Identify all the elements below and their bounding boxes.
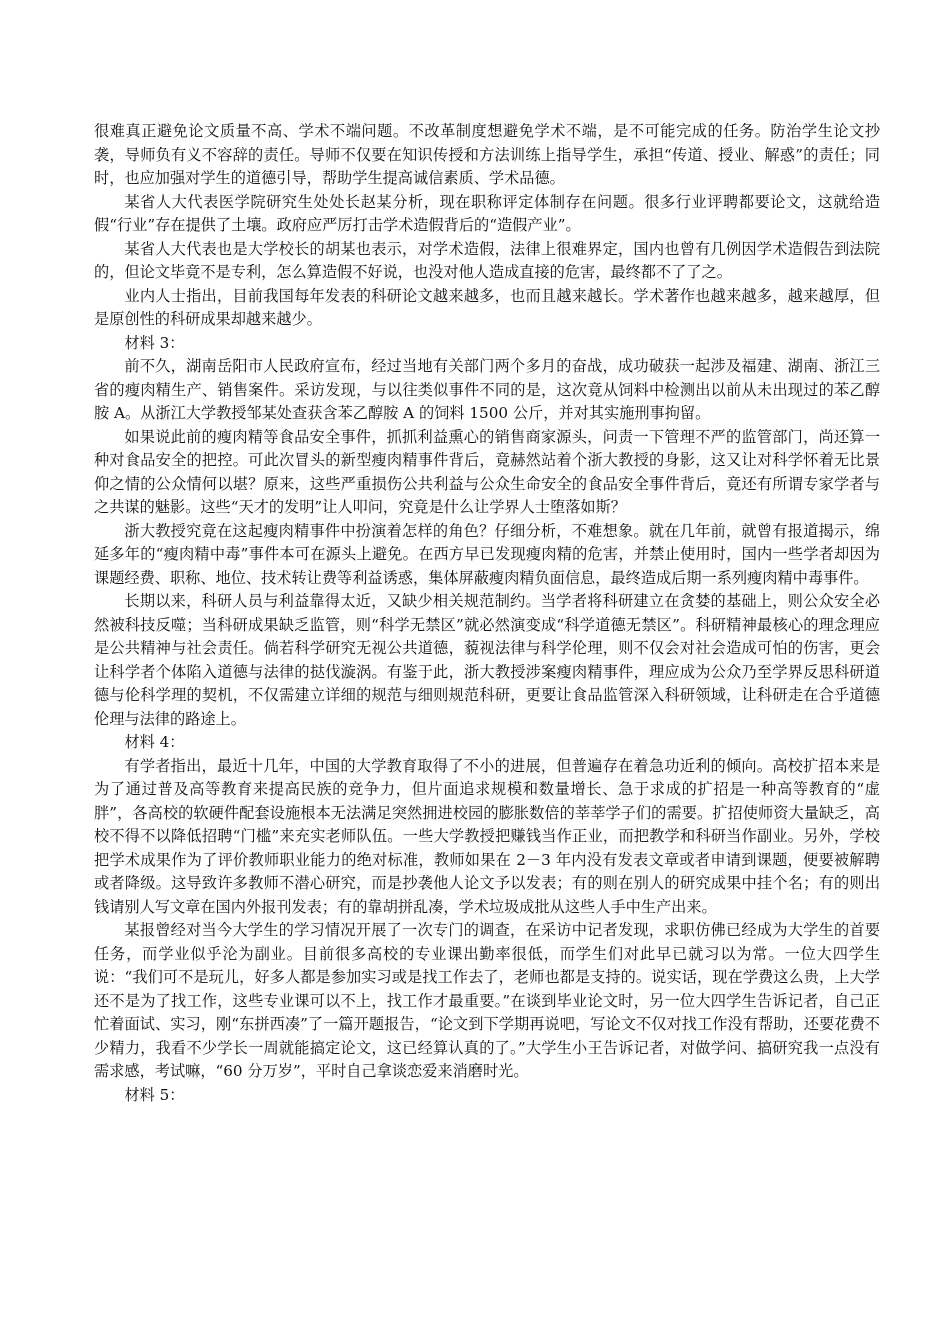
paragraph-1: 很难真正避免论文质量不高、学术不端问题。不改革制度想避免学术不端，是不可能完成的任务。防治学生论文抄袭，导师负有义不容辞的责任。导师不仅要在知识传授和方法训练上指导学生，承担“传道、授业、解惑”的责任；同时，也应加强对学生的道德引导，帮助学生提高诚信素质、学术品德。 <box>94 122 880 187</box>
paragraph-4: 业内人士指出，目前我国每年发表的科研论文越来越多，也而且越来越长。学术著作也越来越多，越来越厚，但是原创性的科研成果却越来越少。 <box>94 286 880 328</box>
paragraph-8: 长期以来，科研人员与利益靠得太近，又缺少相关规范制约。当学者将科研建立在贪婪的基础上，则公众安全必然被科技反噬；当科研成果缺乏监管，则“科学无禁区”就必然演变成“科学道德无禁区”。科研精神最核心的理念理应是公共精神与社会责任。倘若科学研究无视公共道德，藐视法律与科学伦理，则不仅会对社会造成可怕的伤害，更会让科学者个体陷入道德与法律的挞伐漩涡。有鉴于此，浙大教授涉案瘦肉精事件，理应成为公众乃至学界反思科研道德与伦科学理的契机，不仅需建立详细的规范与细则规范科研，更要让食品监管深入科研领域，让科研走在合乎道德伦理与法律的路途上。 <box>94 592 880 728</box>
paragraph-5: 前不久，湖南岳阳市人民政府宣布，经过当地有关部门两个多月的奋战，成功破获一起涉及福建、湖南、浙江三省的瘦肉精生产、销售案件。采访发现，与以往类似事件不同的是，这次竟从饲料中检测出以前从未出现过的苯乙醇胺 A。从浙江大学教授邹某处查获含苯乙醇胺 A 的饲料 1500 公斤，并对其实施刑事拘留。 <box>94 357 880 422</box>
paragraph-10: 某报曾经对当今大学生的学习情况开展了一次专门的调查，在采访中记者发现，求职仿佛已经成为大学生的首要任务，而学业似乎沦为副业。目前很多高校的专业课出勤率很低，而学生们对此早已就习以为常。一位大四学生说：“我们可不是玩儿，好多人都是参加实习或是找工作去了，老师也都是支持的。说实话，现在学费这么贵，上大学还不是为了找工作，这些专业课可以不上，找工作才最重要。”在谈到毕业论文时，另一位大四学生告诉记者，自己正忙着面试、实习，刚“东拼西凑”了一篇开题报告，“论文到下学期再说吧，写论文不仅对找工作没有帮助，还要花费不少精力，我看不少学长一周就能搞定论文，这已经算认真的了。”大学生小王告诉记者，对做学问、搞研究我一点没有需求感，考试嘛，“60 分万岁”，平时自己拿谈恋爱来消磨时光。 <box>94 921 880 1080</box>
paragraph-9: 有学者指出，最近十几年，中国的大学教育取得了不小的进展，但普遍存在着急功近利的倾向。高校扩招本来是为了通过普及高等教育来提高民族的竞争力，但片面追求规模和数量增长、急于求成的扩招是一种高等教育的“虚胖”，各高校的软硬件配套设施根本无法满足突然拥进校园的膨胀数倍的莘莘学子们的需要。扩招使师资大量缺乏，高校不得不以降低招聘“门槛”来充实老师队伍。一些大学教授把赚钱当作正业，而把教学和科研当作副业。另外，学校把学术成果作为了评价教师职业能力的绝对标准，教师如果在 2－3 年内没有发表文章或者申请到课题，便要被解聘或者降级。这导致许多教师不潜心研究，而是抄袭他人论文予以发表；有的则在别人的研究成果中挂个名；有的则出钱请别人写文章在国内外报刊发表；有的靠胡拼乱凑，学术垃圾成批从这些人手中生产出来。 <box>94 756 880 916</box>
document-page <box>94 120 880 1107</box>
paragraph-6: 如果说此前的瘦肉精等食品安全事件，抓抓利益熏心的销售商家源头，问责一下管理不严的监管部门，尚还算一种对食品安全的把控。可此次冒头的新型瘦肉精事件背后，竟赫然站着个浙大教授的身影，这又让对科学怀着无比景仰之情的公众情何以堪？原来，这些严重损伤公共利益与公众生命安全的食品安全事件背后，竟还有所谓专家学者与之共谋的魅影。这些“天才的发明”让人叩问，究竟是什么让学界人士堕落如斯？ <box>94 427 880 516</box>
paragraph-7: 浙大教授究竟在这起瘦肉精事件中扮演着怎样的角色？仔细分析，不难想象。就在几年前，就曾有报道揭示，绵延多年的“瘦肉精中毒”事件本可在源头上避免。在西方早已发现瘦肉精的危害，并禁止使用时，国内一些学者却因为课题经费、职称、地位、技术转让费等利益诱惑，集体屏蔽瘦肉精负面信息，最终造成后期一系列瘦肉精中毒事件。 <box>94 521 880 587</box>
section-heading-material-5: 材料 5： <box>124 1085 185 1104</box>
paragraph-2: 某省人大代表医学院研究生处处长赵某分析，现在职称评定体制存在问题。很多行业评聘都要论文，这就给造假“行业”存在提供了土壤。政府应严厉打击学术造假背后的“造假产业”。 <box>94 192 880 234</box>
section-heading-material-4: 材料 4： <box>124 733 185 751</box>
section-heading-material-3: 材料 3： <box>124 333 185 352</box>
paragraph-3: 某省人大代表也是大学校长的胡某也表示，对学术造假，法律上很难界定，国内也曾有几例因学术造假告到法院的，但论文毕竟不是专利，怎么算造假不好说，也没对他人造成直接的危害，最终都不了了之。 <box>94 239 880 281</box>
